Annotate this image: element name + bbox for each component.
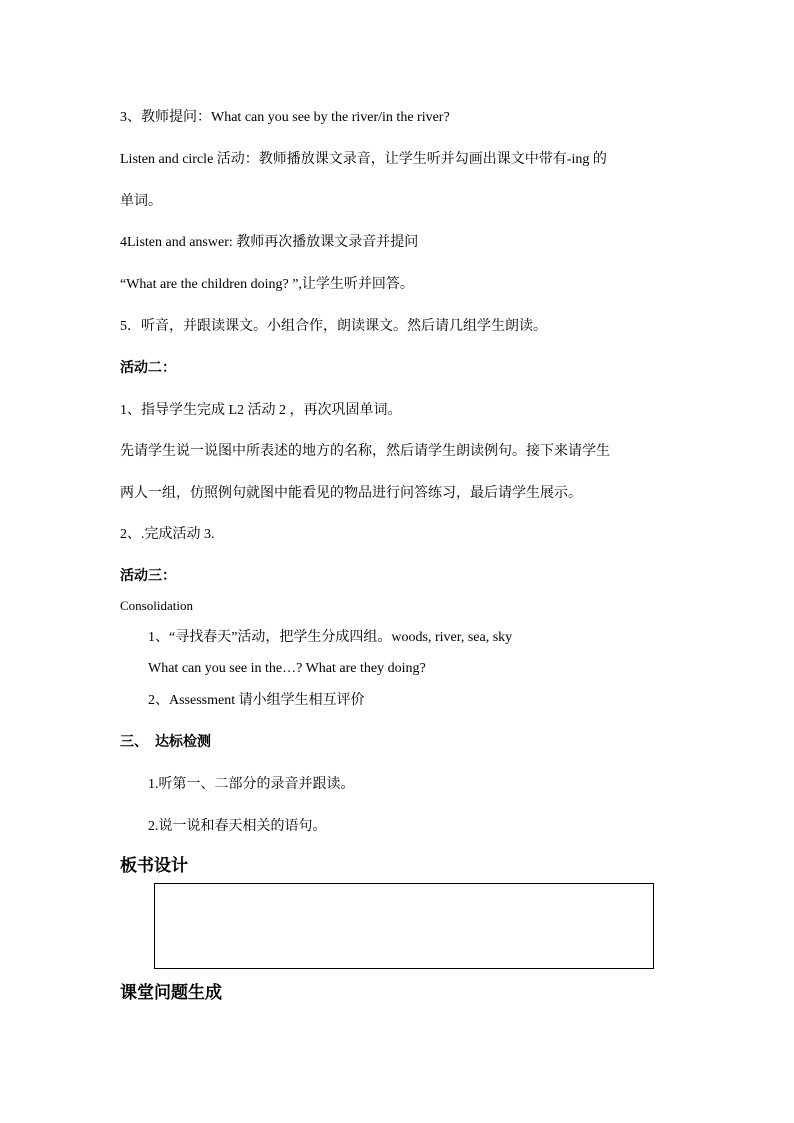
listen-circle-line: Listen and circle 活动：教师播放课文录音，让学生听并勾画出课文中带有-ing 的 <box>120 152 607 167</box>
board-design-title: 板书设计 <box>120 856 188 875</box>
activity2-line-3: 两人一组，仿照例句就图中能看见的物品进行问答练习，最后请学生展示。 <box>120 486 582 501</box>
consolidation-label: Consolidation <box>120 598 193 613</box>
question-line: 3、教师提问：What can you see by the river/in the river? <box>120 110 450 125</box>
children-question-line: “What are the children doing? ”,让学生听并回答。 <box>120 277 414 292</box>
read-aloud-line: 5．听音，并跟读课文。小组合作，朗读课文。然后请几组学生朗读。 <box>120 319 547 334</box>
activity2-line-1: 1、指导学生完成 L2 活动 2 ，再次巩固单词。 <box>120 403 402 418</box>
activity3-item-3: 2、Assessment 请小组学生相互评价 <box>148 693 365 708</box>
activity3-item-1: 1、“寻找春天”活动，把学生分成四组。woods, river, sea, sky <box>148 630 513 645</box>
section3-heading: 三、 达标检测 <box>120 735 211 750</box>
activity3-heading: 活动三： <box>120 569 176 584</box>
listen-answer-line: 4Listen and answer: 教师再次播放课文录音并提问 <box>120 235 419 250</box>
activity2-line-2: 先请学生说一说图中所表述的地方的名称，然后请学生朗读例句。接下来请学生 <box>120 444 610 459</box>
class-issues-title: 课堂问题生成 <box>120 983 222 1002</box>
board-design-box <box>154 883 654 969</box>
section3-item-2: 2.说一说和春天相关的语句。 <box>148 819 327 834</box>
listen-circle-line-cont: 单词。 <box>120 194 162 209</box>
activity2-heading: 活动二： <box>120 361 176 376</box>
section3-item-1: 1.听第一、二部分的录音并跟读。 <box>148 777 355 792</box>
activity3-item-2: What can you see in the…? What are they doing? <box>148 661 426 676</box>
activity2-line-4: 2、.完成活动 3. <box>120 527 215 542</box>
